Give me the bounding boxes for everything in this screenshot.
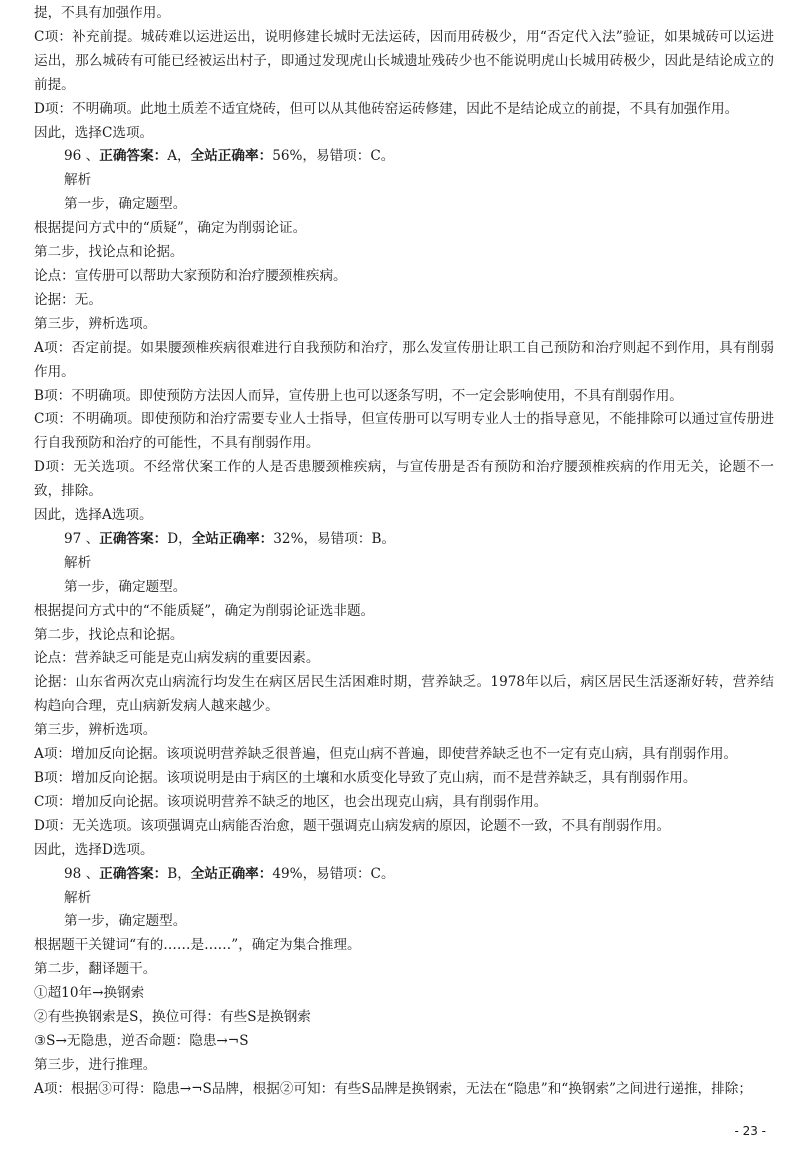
- separator: ，: [302, 148, 316, 165]
- text-line: 第一步，确定题型。: [64, 578, 187, 595]
- question-number: 98: [64, 865, 82, 882]
- text-line: C项：补充前提。城砖难以运进运出，说明修建长城时无法运砖，因而用砖极少，用“否定代入法”验证，如果城砖可以运进运出，那么城砖有可能已经被运出村子，即通过发现虎山长城遗址残砖少也不能说明虎山长城用砖极少，因此是结论成立的前提。: [34, 28, 774, 93]
- separator: 、: [81, 530, 100, 547]
- answer-label: 正确答案：: [99, 148, 168, 165]
- answer-value: D: [167, 530, 179, 547]
- error-value: B。: [371, 530, 396, 547]
- error-label: 易错项：: [316, 865, 371, 882]
- text-line: 因此，选择D选项。: [34, 841, 154, 858]
- rate-value: 32%: [273, 530, 304, 547]
- text-line: 第二步，翻译题干。: [34, 961, 157, 978]
- answer-label: 正确答案：: [99, 530, 168, 547]
- text-line: ③S→无隐患，逆否命题：隐患→¬S: [34, 1032, 249, 1049]
- text-line: 第三步，辨析选项。: [34, 722, 157, 739]
- separator: ，: [177, 865, 191, 882]
- rate-label: 全站正确率：: [190, 865, 273, 882]
- rate-label: 全站正确率：: [191, 530, 274, 547]
- text-line: A项：增加反向论据。该项说明营养缺乏很普遍，但克山病不普遍，即使营养缺乏也不一定有克山病，具有削弱作用。: [34, 746, 738, 763]
- text-line: 论据：无。: [34, 291, 102, 308]
- page-number: - 23 -: [734, 1124, 766, 1138]
- answer-value: B: [167, 865, 178, 882]
- text-line: 论点：营养缺乏可能是克山病发病的重要因素。: [34, 650, 320, 667]
- text-line: 解析: [64, 172, 92, 189]
- answer-value: A: [167, 148, 178, 165]
- text-line: C项：增加反向论据。该项说明营养不缺乏的地区，也会出现克山病，具有削弱作用。: [34, 793, 548, 810]
- text-line: B项：增加反向论据。该项说明是由于病区的土壤和水质变化导致了克山病，而不是营养缺乏，具有削弱作用。: [34, 770, 697, 786]
- text-line: 第一步，确定题型。: [64, 196, 187, 213]
- text-line: 提，不具有加强作用。: [34, 5, 170, 21]
- text-line: 解析: [64, 889, 92, 906]
- text-line: 根据题干关键词“有的……是……”，确定为集合推理。: [34, 937, 361, 954]
- error-value: C。: [370, 148, 395, 165]
- text-line: ①超10年→换钢索: [34, 985, 145, 1002]
- text-line: 第二步，找论点和论据。: [34, 626, 184, 643]
- answer-line: [34, 528, 774, 552]
- text-line: 第三步，进行推理。: [34, 1056, 157, 1073]
- separator: ，: [303, 530, 318, 547]
- separator: 、: [81, 865, 100, 882]
- question-number: 97: [64, 530, 82, 547]
- text-line: 根据提问方式中的“质疑”，确定为削弱论证。: [34, 220, 307, 237]
- error-label: 易错项：: [316, 148, 371, 165]
- rate-label: 全站正确率：: [190, 148, 273, 165]
- text-line: 解析: [64, 554, 92, 571]
- separator: ，: [302, 865, 317, 882]
- text-line: D项：无关选项。不经常伏案工作的人是否患腰颈椎疾病，与宣传册是否有预防和治疗腰颈椎疾病的作用无关，论题不一致，排除。: [34, 459, 774, 500]
- text-line: 因此，选择A选项。: [34, 507, 153, 524]
- text-line: A项：否定前提。如果腰颈椎疾病很难进行自我预防和治疗，那么发宣传册让职工自己预防和治疗则起不到作用，具有削弱作用。: [34, 339, 774, 380]
- text-line: 第二步，找论点和论据。: [34, 244, 184, 261]
- text-line: A项：根据③可得：隐患→¬S品牌，根据②可知：有些S品牌是换钢索，无法在“隐患”和“换钢索”之间进行递推，排除；: [34, 1080, 752, 1097]
- rate-value: 56%: [272, 148, 303, 165]
- text-line: 论据：山东省两次克山病流行均发生在病区居民生活困难时期，营养缺乏。1978年以后，病区居民生活逐渐好转，营养结构趋向合理，克山病新发病人越来越少。: [34, 674, 774, 715]
- separator: ，: [177, 148, 191, 165]
- text-line: 论点：宣传册可以帮助大家预防和治疗腰颈椎疾病。: [34, 267, 347, 284]
- text-line: B项：不明确项。即使预防方法因人而异，宣传册上也可以逐条写明，不一定会影响使用，不具有削弱作用。: [34, 387, 683, 404]
- error-label: 易错项：: [317, 530, 372, 547]
- text-line: C项：不明确项。即使预防和治疗需要专业人士指导，但宣传册可以写明专业人士的指导意见，不能排除可以通过宣传册进行自我预防和治疗的可能性，不具有削弱作用。: [34, 411, 774, 452]
- answer-line: [34, 145, 774, 169]
- document-body: [34, 2, 774, 1102]
- text-line: 根据提问方式中的“不能质疑”，确定为削弱论证选非题。: [34, 602, 375, 619]
- text-line: D项：无关选项。该项强调克山病能否治愈，题干强调克山病发病的原因，论题不一致，不具有削弱作用。: [34, 817, 671, 834]
- separator: 、: [81, 148, 100, 165]
- text-line: D项：不明确项。此地土质差不适宜烧砖，但可以从其他砖窑运砖修建，因此不是结论成立的前提，不具有加强作用。: [34, 100, 739, 117]
- rate-value: 49%: [272, 865, 303, 882]
- text-line: 第一步，确定题型。: [64, 913, 187, 930]
- text-line: 因此，选择C选项。: [34, 124, 154, 141]
- text-line: 第三步，辨析选项。: [34, 315, 157, 332]
- answer-line: [34, 863, 774, 887]
- text-line: ②有些换钢索是S，换位可得：有些S是换钢索: [34, 1009, 311, 1026]
- question-number: 96: [64, 148, 82, 165]
- error-value: C。: [370, 865, 395, 882]
- answer-label: 正确答案：: [99, 865, 168, 882]
- separator: ，: [178, 530, 192, 547]
